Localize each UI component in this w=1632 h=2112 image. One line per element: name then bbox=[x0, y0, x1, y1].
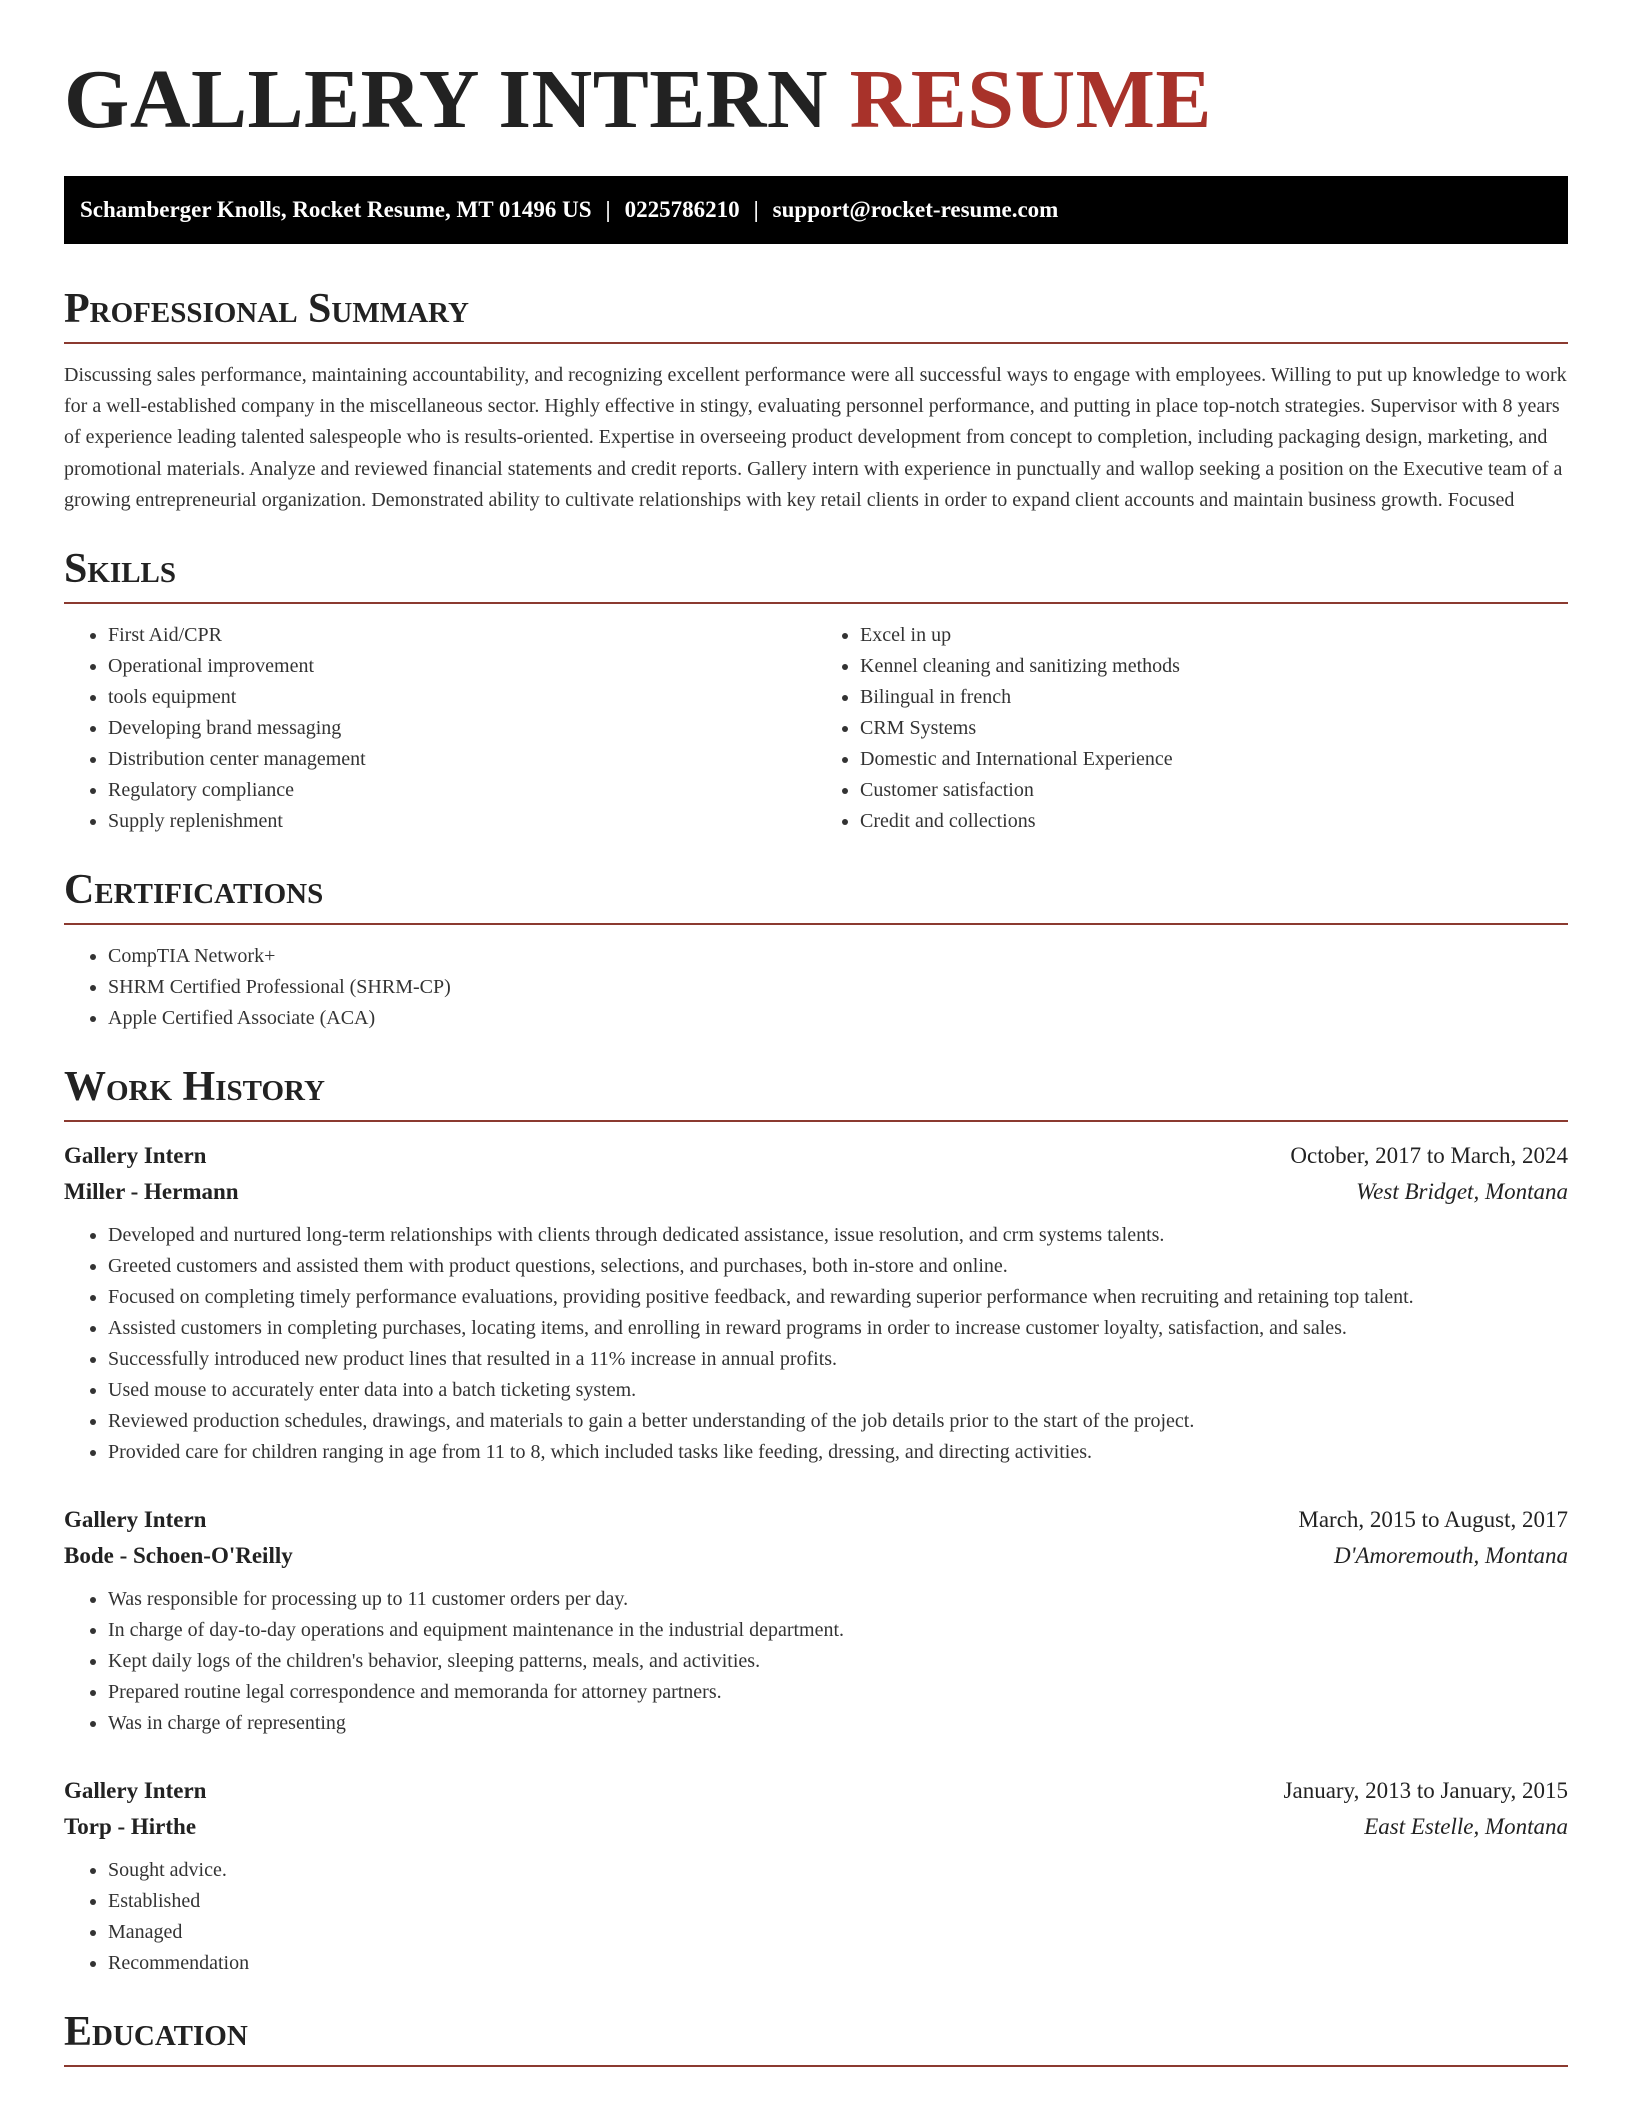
certification-item: • SHRM Certified Professional (SHRM-CP) bbox=[108, 972, 1568, 1003]
skill-item: • Customer satisfaction bbox=[860, 775, 1568, 806]
job-entry bbox=[64, 1138, 1568, 1468]
job-company: Torp - Hirthe bbox=[64, 1814, 197, 1840]
skill-item: • Excel in up bbox=[860, 620, 1568, 651]
contact-email[interactable]: support@rocket-resume.com bbox=[772, 197, 1059, 222]
skills-left-list bbox=[64, 620, 816, 837]
job-location: D'Amoremouth, Montana bbox=[1333, 1543, 1568, 1569]
skill-item: • Regulatory compliance bbox=[108, 775, 816, 806]
job-bullet: • Greeted customers and assisted them with product questions, selections, and purchases, both in-store and online. bbox=[108, 1251, 1568, 1282]
jobs-list bbox=[64, 1138, 1568, 1979]
job-bullet: • Developed and nurtured long-term relationships with clients through dedicated assistance, issue resolution, and crm systems talents. bbox=[108, 1220, 1568, 1251]
job-bullets bbox=[64, 1584, 1568, 1739]
job-dates: October, 2017 to March, 2024 bbox=[1290, 1143, 1568, 1169]
job-bullet: • Used mouse to accurately enter data into a batch ticketing system. bbox=[108, 1375, 1568, 1406]
job-company: Miller - Hermann bbox=[64, 1179, 239, 1205]
contact-address: Schamberger Knolls, Rocket Resume, MT 01496 US bbox=[80, 197, 592, 222]
title-main: GALLERY INTERN bbox=[64, 53, 829, 146]
skill-item: • tools equipment bbox=[108, 682, 816, 713]
job-header-row bbox=[64, 1773, 1568, 1809]
job-bullets bbox=[64, 1220, 1568, 1468]
work-history-heading: Work History bbox=[64, 1064, 1568, 1122]
skills-section bbox=[64, 546, 1568, 837]
job-bullet: • Prepared routine legal correspondence and memoranda for attorney partners. bbox=[108, 1677, 1568, 1708]
job-bullet: • Established bbox=[108, 1886, 1568, 1917]
skill-item: • Kennel cleaning and sanitizing methods bbox=[860, 651, 1568, 682]
work-history-section bbox=[64, 1064, 1568, 1979]
job-header-row bbox=[64, 1138, 1568, 1174]
certifications-heading: Certifications bbox=[64, 867, 1568, 925]
job-entry bbox=[64, 1773, 1568, 1979]
education-heading: Education bbox=[64, 2009, 1568, 2067]
job-bullet: • Sought advice. bbox=[108, 1855, 1568, 1886]
skill-item: • CRM Systems bbox=[860, 713, 1568, 744]
job-title: Gallery Intern bbox=[64, 1507, 207, 1533]
job-bullets bbox=[64, 1855, 1568, 1979]
resume-page bbox=[64, 0, 1568, 2067]
certifications-section bbox=[64, 867, 1568, 1034]
job-location: East Estelle, Montana bbox=[1364, 1814, 1568, 1840]
skill-item: • Operational improvement bbox=[108, 651, 816, 682]
job-dates: January, 2013 to January, 2015 bbox=[1283, 1778, 1568, 1804]
skills-grid bbox=[64, 604, 1568, 837]
job-bullet: • Recommendation bbox=[108, 1948, 1568, 1979]
job-company-row bbox=[64, 1174, 1568, 1210]
skill-item: • First Aid/CPR bbox=[108, 620, 816, 651]
job-bullet: • Successfully introduced new product lines that resulted in a 11% increase in annual profits. bbox=[108, 1344, 1568, 1375]
job-bullet: • Reviewed production schedules, drawings, and materials to gain a better understanding of the job details prior to the start of the project. bbox=[108, 1406, 1568, 1437]
job-company-row bbox=[64, 1538, 1568, 1574]
job-bullet: • Provided care for children ranging in age from 11 to 8, which included tasks like feeding, dressing, and directing activities. bbox=[108, 1437, 1568, 1468]
skill-item: • Developing brand messaging bbox=[108, 713, 816, 744]
skills-heading: Skills bbox=[64, 546, 1568, 604]
job-title: Gallery Intern bbox=[64, 1143, 207, 1169]
job-entry bbox=[64, 1502, 1568, 1739]
contact-bar bbox=[64, 176, 1568, 244]
title-accent: RESUME bbox=[849, 53, 1212, 146]
job-title: Gallery Intern bbox=[64, 1778, 207, 1804]
contact-separator: | bbox=[605, 197, 611, 222]
job-bullet: • Was responsible for processing up to 11 customer orders per day. bbox=[108, 1584, 1568, 1615]
skill-item: • Credit and collections bbox=[860, 806, 1568, 837]
skills-right-list bbox=[816, 620, 1568, 837]
job-bullet: • Was in charge of representing bbox=[108, 1708, 1568, 1739]
education-section bbox=[64, 2009, 1568, 2067]
job-location: West Bridget, Montana bbox=[1356, 1179, 1568, 1205]
skill-item: • Bilingual in french bbox=[860, 682, 1568, 713]
job-bullet: • Assisted customers in completing purchases, locating items, and enrolling in reward programs in order to increase customer loyalty, satisfaction, and sales. bbox=[108, 1313, 1568, 1344]
job-bullet: • In charge of day-to-day operations and equipment maintenance in the industrial department. bbox=[108, 1615, 1568, 1646]
resume-title bbox=[64, 0, 1568, 152]
certifications-list bbox=[64, 941, 1568, 1034]
job-company: Bode - Schoen-O'Reilly bbox=[64, 1543, 293, 1569]
job-company-row bbox=[64, 1809, 1568, 1845]
certification-item: • CompTIA Network+ bbox=[108, 941, 1568, 972]
skill-item: • Supply replenishment bbox=[108, 806, 816, 837]
job-bullet: • Managed bbox=[108, 1917, 1568, 1948]
job-dates: March, 2015 to August, 2017 bbox=[1298, 1507, 1568, 1533]
skill-item: • Domestic and International Experience bbox=[860, 744, 1568, 775]
summary-heading: Professional Summary bbox=[64, 286, 1568, 344]
skill-item: • Distribution center management bbox=[108, 744, 816, 775]
contact-separator: | bbox=[753, 197, 759, 222]
job-header-row bbox=[64, 1502, 1568, 1538]
job-bullet: • Focused on completing timely performance evaluations, providing positive feedback, and rewarding superior performance when recruiting and retaining top talent. bbox=[108, 1282, 1568, 1313]
summary-text: Discussing sales performance, maintaining accountability, and recognizing excellent performance were all successful ways to engage with employees. Willing to put up knowledge to work for a well-established company in the miscellaneous sector. Highly effective in stingy, evaluating personnel performance, and putting in place top-notch strategies. Supervisor with 8 years of experience leading talented salespeople who is results-oriented. Expertise in overseeing product development from concept to completion, including packaging design, marketing, and promotional materials. Analyze and reviewed financial statements and credit reports. Gallery intern with experience in punctually and wallop seeking a position on the Executive team of a growing entrepreneurial organization. Demonstrated ability to cultivate relationships with key retail clients in order to expand client accounts and maintain business growth. Focused bbox=[64, 364, 1567, 511]
certification-item: • Apple Certified Associate (ACA) bbox=[108, 1003, 1568, 1034]
job-bullet: • Kept daily logs of the children's behavior, sleeping patterns, meals, and activities. bbox=[108, 1646, 1568, 1677]
contact-phone[interactable]: 0225786210 bbox=[624, 197, 740, 222]
